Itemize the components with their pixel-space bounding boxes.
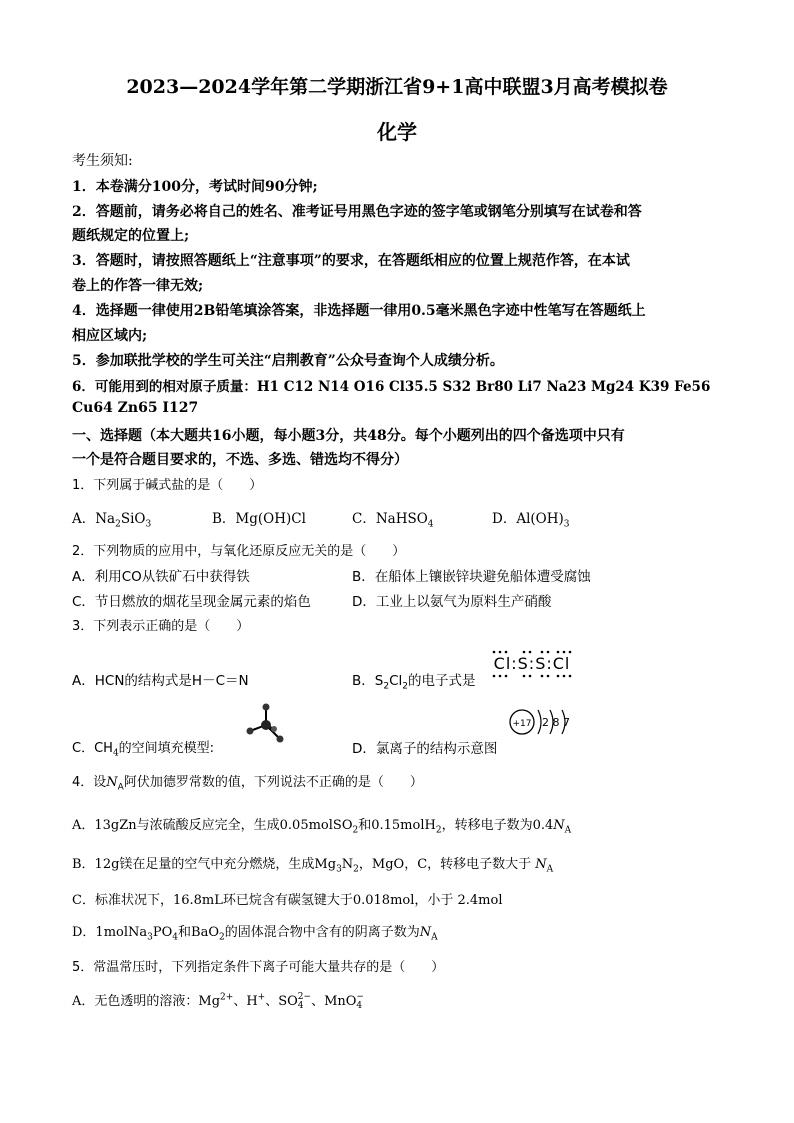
q2-option-a: A．利用CO从铁矿石中获得铁 [72, 569, 250, 585]
chloride-ion-structure-diagram [506, 704, 580, 744]
section-heading: 一、选择题（本大题共16小题，每小题3分，共48分。每个小题列出的四个备选项中只有 [72, 428, 625, 444]
q1-option-b: B．Mg(OH)Cl [212, 511, 306, 527]
q2-option-c: C．节日燃放的烟花呈现金属元素的焰色 [72, 594, 311, 610]
q5-option-a: A．无色透明的溶液：$Mg^{2+}$、H+、SO 2− 4 、MnO − 4 [72, 991, 364, 1011]
notice-item: 1．本卷满分100分，考试时间90分钟; [72, 179, 318, 195]
question-5-stem: 5．常温常压时，下列指定条件下离子可能大量共存的是（ ） [72, 960, 445, 975]
exam-title: 2023—2024学年第二学期浙江省9+1高中联盟3月高考模拟卷 [126, 76, 668, 98]
section-heading: 一个是符合题目要求的，不选、多选、错选均不得分） [72, 452, 408, 468]
q1-option-a: A．$Na_2SiO_3$ [72, 511, 152, 530]
notice-item: 3．答题时，请按照答题纸上“注意事项”的要求，在答题纸相应的位置上规范作答，在本试 [72, 253, 630, 269]
nucleus-charge: +17 [512, 719, 532, 729]
notice-item: 2．答题前，请务必将自己的姓名、准考证号用黑色字迹的签字笔或钢笔分别填写在试卷和答 [72, 204, 642, 220]
question-1-stem: 1．下列属于碱式盐的是（ ） [72, 478, 263, 493]
ch4-space-filling-model [244, 703, 288, 747]
notice-item: 4．选择题一律使用2B铅笔填涂答案，非选择题一律用0.5毫米黑色字迹中性笔写在答题纸上 [72, 303, 646, 319]
s2cl2-lewis-structure [486, 649, 578, 679]
lewis-formula-text: Cl:S:S:Cl [493, 654, 571, 673]
exam-subject: 化学 [377, 120, 417, 144]
q2-option-d: D．工业上以氨气为原料生产硝酸 [352, 594, 552, 610]
q4-option-b: B．12g镁在足量的空气中充分燃烧，生成$Mg_3N_2$，MgO，C，转移电子数大于 $N_A$ [72, 857, 554, 875]
q3-option-d: D．氯离子的结构示意图 [352, 741, 498, 757]
q3-option-c: C．$CH_4$的空间填充模型: [72, 741, 215, 759]
question-2-stem: 2．下列物质的应用中，与氧化还原反应无关的是（ ） [72, 544, 406, 559]
q3-option-b: B．$S_2Cl_2$的电子式是 [352, 673, 476, 692]
q4-option-a: A．13gZn与浓硫酸反应完全，生成0.05molSO$_2$和0.15molH$_2$，转移电子数为$0.4N_A$ [72, 818, 572, 836]
q1-option-c: C．NaHSO$_4$ [352, 511, 434, 530]
q3-option-a: A．HCN的结构式是H－C＝N [72, 673, 249, 689]
q4-option-d: D．$1molNa_3PO_4$和BaO$_2$的固体混合物中含有的阴离子数为$N_A$ [72, 925, 438, 943]
q1-option-d: D．$Al(OH)_3$ [492, 511, 570, 530]
q2-option-b: B．在船体上镶嵌锌块避免船体遭受腐蚀 [352, 569, 591, 585]
question-4-stem: 4．设$N_A$阿伏加德罗常数的值，下列说法不正确的是（ ） [72, 775, 423, 793]
notice-heading: 考生须知: [72, 153, 133, 169]
q4-option-c: C．标准状况下，16.8mL环已烷含有碳氢键大于0.018mol，小于 2.4mol [72, 893, 503, 908]
question-3-stem: 3．下列表示正确的是（ ） [72, 619, 250, 634]
electron-shells: 2 8 7 [542, 716, 570, 729]
notice-item: 卷上的作答一律无效; [72, 278, 204, 294]
notice-item: Cu64 Zn65 I127 [72, 400, 199, 416]
notice-item: 5．参加联批学校的学生可关注“启荆教育”公众号查询个人成绩分析。 [72, 353, 504, 369]
notice-item: 题纸规定的位置上; [72, 228, 190, 244]
notice-item: 6．可能用到的相对原子质量：H1 C12 N14 O16 Cl35.5 S32 Br80 Li7 Na23 Mg24 K39 Fe56 [72, 379, 711, 395]
notice-item: 相应区域内; [72, 328, 148, 344]
